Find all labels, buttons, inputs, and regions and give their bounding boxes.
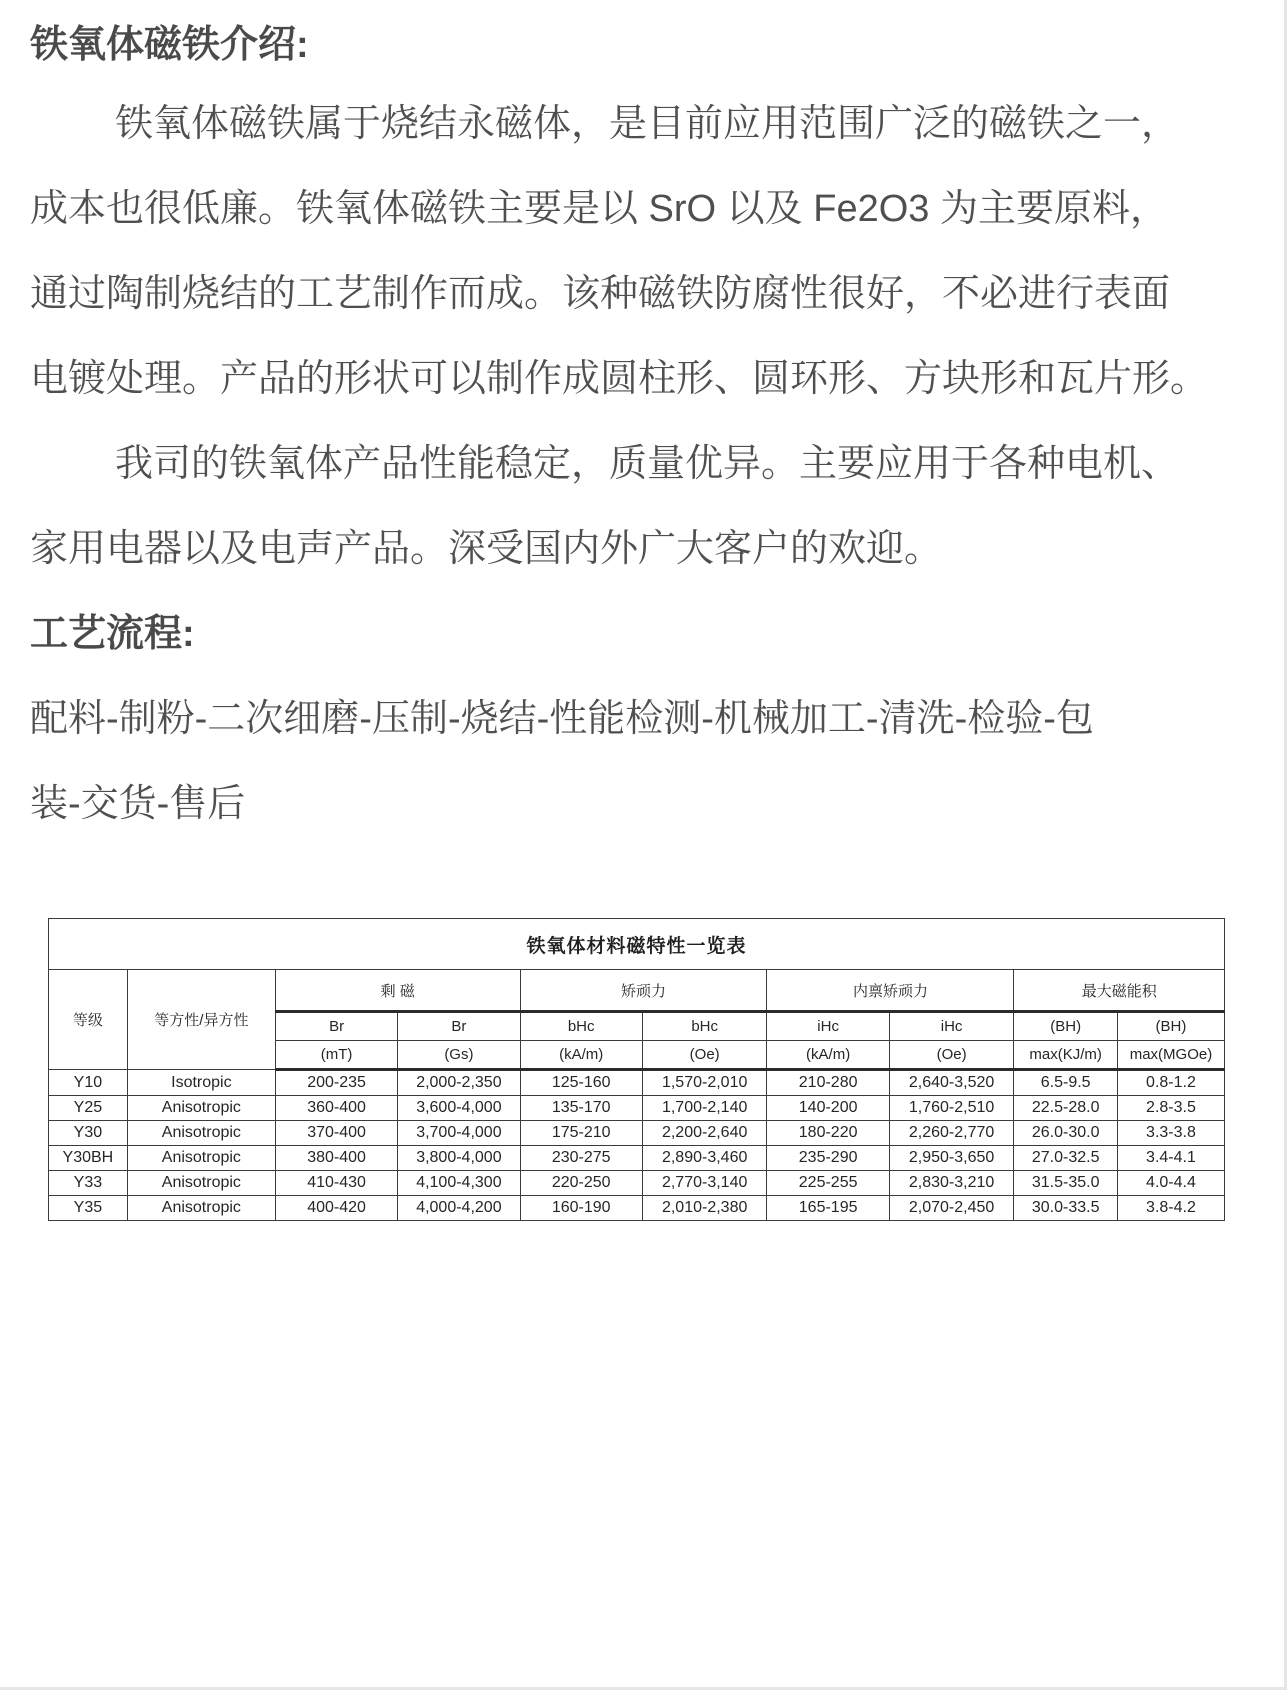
text-line: 家用电器以及电声产品。深受国内外广大客户的欢迎。	[30, 528, 943, 570]
table-cell: 2,950-3,650	[889, 1146, 1014, 1171]
table-cell: 3.3-3.8	[1117, 1121, 1224, 1146]
table-cell: 3,800-4,000	[398, 1146, 520, 1171]
table-cell: 175-210	[520, 1121, 642, 1146]
text-line: 电镀处理。产品的形状可以制作成圆柱形、圆环形、方块形和瓦片形。	[30, 358, 1209, 400]
table-cell: 1,700-2,140	[642, 1096, 767, 1121]
table-cell: 4,000-4,200	[398, 1196, 520, 1221]
unit-header-cell: (Oe)	[889, 1041, 1014, 1070]
text-line: 我司的铁氧体产品性能稳定，质量优异。主要应用于各种电机、	[115, 443, 1180, 485]
unit-header-cell: (kA/m)	[767, 1041, 889, 1070]
table-row	[49, 1121, 1225, 1146]
sub-header-cell: bHc	[520, 1012, 642, 1041]
table-row	[49, 1096, 1225, 1121]
table-cell: 27.0-32.5	[1014, 1146, 1117, 1171]
grade-column-header: 等级	[49, 970, 128, 1070]
intrinsic-coercivity-group-header: 内禀矫顽力	[767, 970, 1014, 1012]
table-cell: 230-275	[520, 1146, 642, 1171]
table-cell: 3.8-4.2	[1117, 1196, 1224, 1221]
table-row	[49, 1196, 1225, 1221]
table-row	[49, 1146, 1225, 1171]
unit-header-cell: (mT)	[275, 1041, 397, 1070]
sub-header-cell: bHc	[642, 1012, 767, 1041]
sub-header-cell: Br	[398, 1012, 520, 1041]
table-cell: 165-195	[767, 1196, 889, 1221]
intro-section	[30, 82, 1254, 847]
isotropy-column-header: 等方性/异方性	[127, 970, 275, 1070]
table-cell: 360-400	[275, 1096, 397, 1121]
table-row	[49, 1070, 1225, 1096]
sub-header-cell: Br	[275, 1012, 397, 1041]
table-cell: 235-290	[767, 1146, 889, 1171]
table-cell: 31.5-35.0	[1014, 1171, 1117, 1196]
table-cell: 2,890-3,460	[642, 1146, 767, 1171]
table-row	[49, 1171, 1225, 1196]
table-cell: 2,640-3,520	[889, 1070, 1014, 1096]
sub-header-cell: (BH)	[1117, 1012, 1224, 1041]
table-cell: Isotropic	[127, 1070, 275, 1096]
table-cell: 140-200	[767, 1096, 889, 1121]
sub-header-cell: (BH)	[1014, 1012, 1117, 1041]
table-cell: 2,200-2,640	[642, 1121, 767, 1146]
sub-header-cell: iHc	[767, 1012, 889, 1041]
table-cell: Anisotropic	[127, 1096, 275, 1121]
remanence-group-header: 剩 磁	[275, 970, 520, 1012]
table-cell: 22.5-28.0	[1014, 1096, 1117, 1121]
table-cell: 2,830-3,210	[889, 1171, 1014, 1196]
table-cell: 125-160	[520, 1070, 642, 1096]
table-cell: Y35	[49, 1196, 128, 1221]
intro-heading: 铁氧体磁铁介绍:	[30, 24, 309, 66]
table-cell: 225-255	[767, 1171, 889, 1196]
table-cell: Anisotropic	[127, 1196, 275, 1221]
table-cell: 160-190	[520, 1196, 642, 1221]
table-cell: 2,070-2,450	[889, 1196, 1014, 1221]
table-cell: 4,100-4,300	[398, 1171, 520, 1196]
table-cell: Anisotropic	[127, 1121, 275, 1146]
table-cell: 1,760-2,510	[889, 1096, 1014, 1121]
table-cell: 2,000-2,350	[398, 1070, 520, 1096]
table-cell: 410-430	[275, 1171, 397, 1196]
text-line: 铁氧体磁铁属于烧结永磁体，是目前应用范围广泛的磁铁之一，	[115, 103, 1180, 145]
unit-header-cell: max(KJ/m)	[1014, 1041, 1117, 1070]
table-cell: 0.8-1.2	[1117, 1070, 1224, 1096]
table-cell: 1,570-2,010	[642, 1070, 767, 1096]
table-cell: Y30BH	[49, 1146, 128, 1171]
table-title-row	[49, 919, 1225, 970]
table-cell: Anisotropic	[127, 1171, 275, 1196]
text-line: 通过陶制烧结的工艺制作而成。该种磁铁防腐性很好，不必进行表面	[30, 273, 1171, 315]
table-cell: 4.0-4.4	[1117, 1171, 1224, 1196]
table-cell: 2,260-2,770	[889, 1121, 1014, 1146]
text-line: 配料-制粉-二次细磨-压制-烧结-性能检测-机械加工-清洗-检验-包	[30, 698, 1094, 740]
table-cell: 2,770-3,140	[642, 1171, 767, 1196]
table-cell: Anisotropic	[127, 1146, 275, 1171]
table-cell: 135-170	[520, 1096, 642, 1121]
table-cell: 30.0-33.5	[1014, 1196, 1117, 1221]
text-line: 成本也很低廉。铁氧体磁铁主要是以 SrO 以及 Fe2O3 为主要原料，	[30, 188, 1168, 230]
table-title: 铁氧体材料磁特性一览表	[49, 919, 1225, 970]
table-cell: 180-220	[767, 1121, 889, 1146]
table-cell: 220-250	[520, 1171, 642, 1196]
max-energy-product-group-header: 最大磁能积	[1014, 970, 1225, 1012]
table-cell: Y10	[49, 1070, 128, 1096]
unit-header-cell: max(MGOe)	[1117, 1041, 1224, 1070]
table-cell: Y25	[49, 1096, 128, 1121]
table-cell: Y30	[49, 1121, 128, 1146]
table-cell: 380-400	[275, 1146, 397, 1171]
coercivity-group-header: 矫顽力	[520, 970, 767, 1012]
table-cell: 200-235	[275, 1070, 397, 1096]
table-cell: 26.0-30.0	[1014, 1121, 1117, 1146]
table-cell: 3,700-4,000	[398, 1121, 520, 1146]
table-cell: 370-400	[275, 1121, 397, 1146]
unit-header-cell: (kA/m)	[520, 1041, 642, 1070]
table-cell: 400-420	[275, 1196, 397, 1221]
table-cell: 2,010-2,380	[642, 1196, 767, 1221]
table-cell: 2.8-3.5	[1117, 1096, 1224, 1121]
sub-header-cell: iHc	[889, 1012, 1014, 1041]
table-cell: 210-280	[767, 1070, 889, 1096]
table-cell: 3.4-4.1	[1117, 1146, 1224, 1171]
text-line: 装-交货-售后	[30, 783, 246, 825]
table-cell: 6.5-9.5	[1014, 1070, 1117, 1096]
table-cell: 3,600-4,000	[398, 1096, 520, 1121]
unit-header-cell: (Oe)	[642, 1041, 767, 1070]
table-group-header-row	[49, 970, 1225, 1012]
properties-table	[48, 918, 1225, 1221]
table-cell: Y33	[49, 1171, 128, 1196]
unit-header-cell: (Gs)	[398, 1041, 520, 1070]
process-heading: 工艺流程:	[30, 613, 195, 655]
